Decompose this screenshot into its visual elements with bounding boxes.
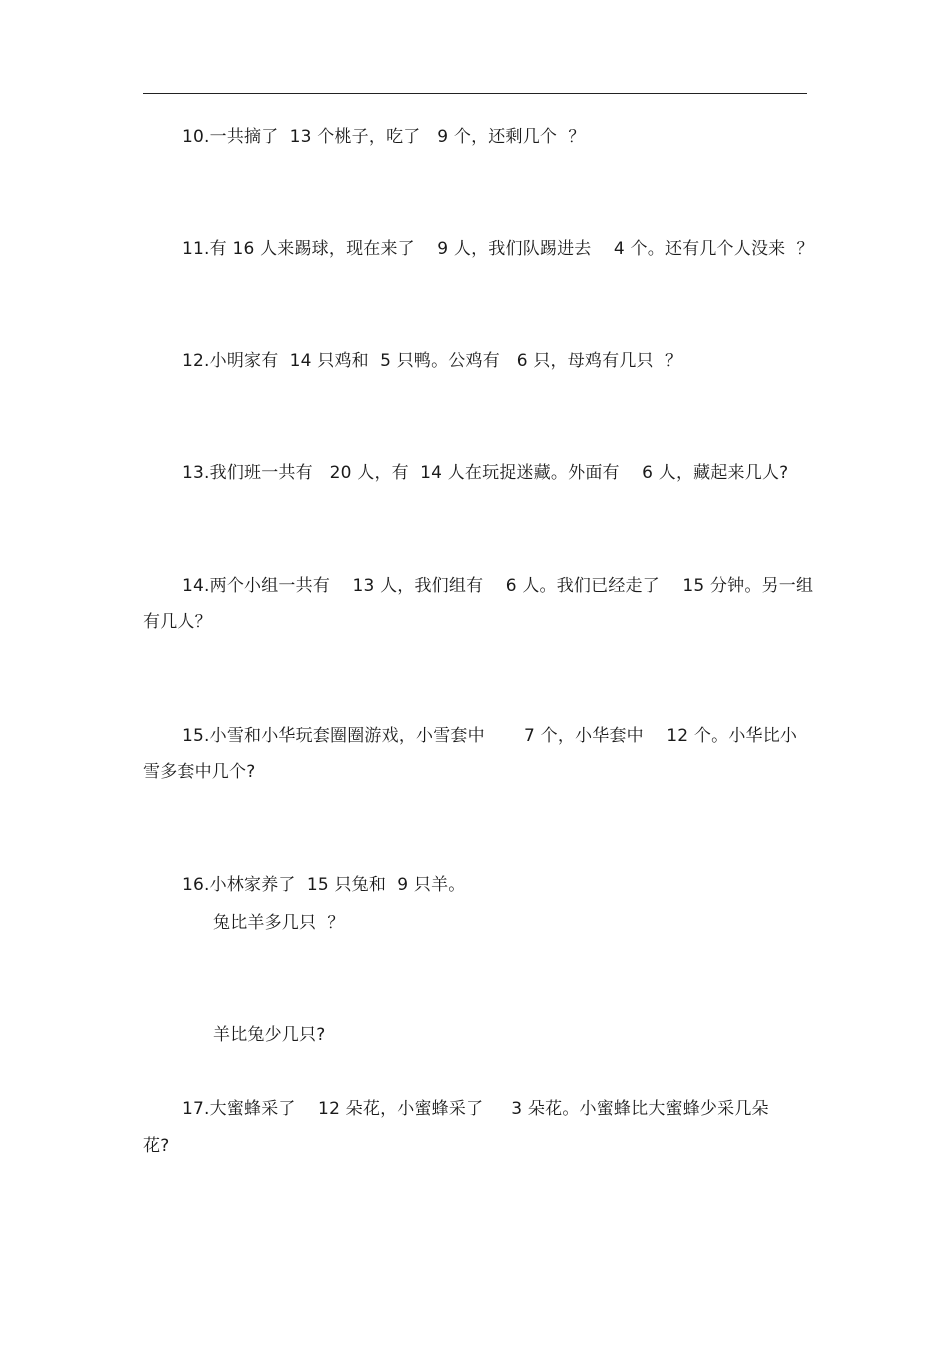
question-15-line-1: 15.小雪和小华玩套圈圈游戏，小雪套中 7 个，小华套中 12 个。小华比小	[182, 726, 798, 746]
question-11: 11.有 16 人来踢球，现在来了 9 人，我们队踢进去 4 个。还有几个人没来 ？	[182, 239, 814, 259]
question-10: 10.一共摘了 13 个桃子，吃了 9 个，还剩几个 ？	[182, 127, 586, 147]
question-14-line-2: 有几人？	[143, 612, 212, 632]
question-16-sub-1: 兔比羊多几只 ？	[213, 913, 345, 933]
question-12: 12.小明家有 14 只鸡和 5 只鸭。公鸡有 6 只，母鸡有几只 ？	[182, 351, 683, 371]
header-rule	[143, 93, 807, 94]
question-13: 13.我们班一共有 20 人，有 14 人在玩捉迷藏。外面有 6 人，藏起来几人?	[182, 463, 789, 483]
question-17-line-2: 花?	[143, 1136, 170, 1156]
question-16-sub-2: 羊比兔少几只?	[213, 1025, 326, 1045]
question-16: 16.小林家养了 15 只兔和 9 只羊。	[182, 875, 466, 895]
question-15-line-2: 雪多套中几个?	[143, 762, 256, 782]
question-14-line-1: 14.两个小组一共有 13 人，我们组有 6 人。我们已经走了 15 分钟。另一组	[182, 576, 814, 596]
question-17-line-1: 17.大蜜蜂采了 12 朵花，小蜜蜂采了 3 朵花。小蜜蜂比大蜜蜂少采几朵	[182, 1099, 769, 1119]
